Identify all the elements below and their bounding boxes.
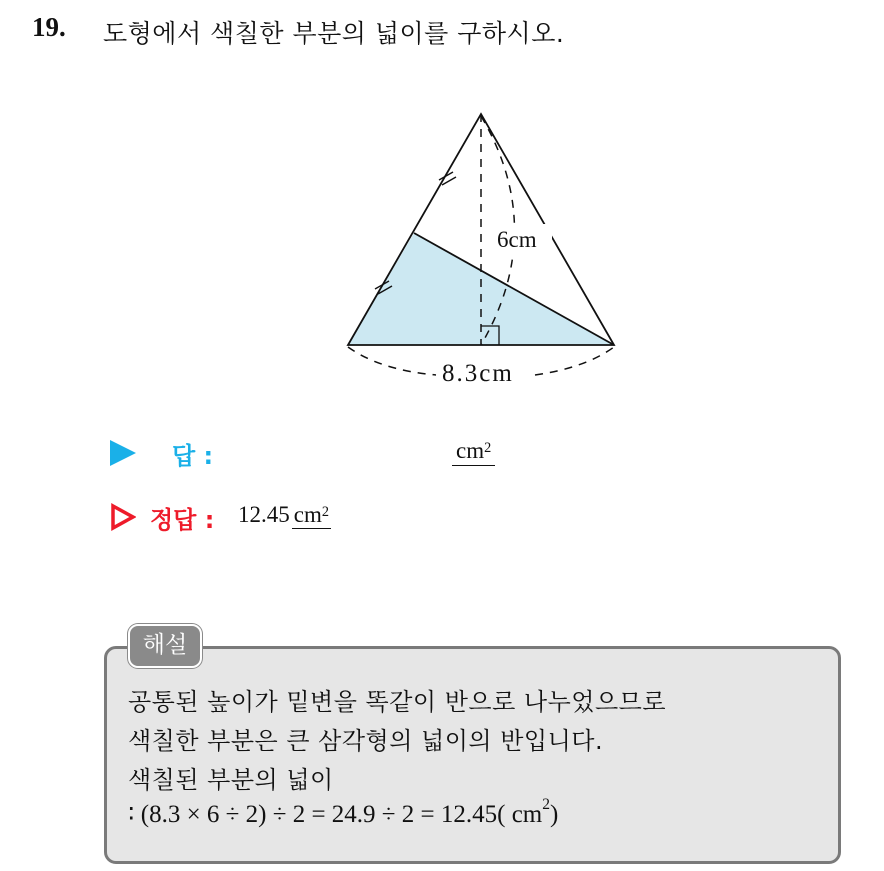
- base-label: 8.3cm: [442, 360, 514, 387]
- explanation-badge: 해설: [128, 624, 202, 668]
- answer-blank[interactable]: [452, 438, 495, 466]
- outline-play-icon: [110, 503, 136, 531]
- formula-text: ∶ (8.3 × 6 ÷ 2) ÷ 2 = 24.9 ÷ 2 = 12.45( cm: [128, 801, 543, 828]
- height-label: 6cm: [497, 227, 537, 252]
- solution-label: 정답 :: [150, 506, 215, 534]
- explanation-formula: [128, 796, 559, 829]
- answer-unit: cm: [456, 438, 485, 463]
- solution-value: 12.45: [238, 502, 290, 527]
- explanation-line-1: 공통된 높이가 밑변을 똑같이 반으로 나누었으므로: [128, 688, 667, 716]
- base-arc-right: [535, 347, 614, 375]
- solution-value-line: [238, 502, 331, 528]
- solution-unit-exponent: 2: [321, 504, 329, 520]
- question-number: 19.: [32, 12, 66, 42]
- formula-close: ): [549, 801, 559, 828]
- formula-exponent: 2: [542, 796, 550, 813]
- explanation-line-2: 색칠한 부분은 큰 삼각형의 넓이의 반입니다.: [128, 727, 604, 755]
- play-icon: [110, 440, 136, 466]
- question-text: 도형에서 색칠한 부분의 넓이를 구하시오.: [103, 19, 565, 48]
- explanation-line-3: 색칠된 부분의 넓이: [128, 766, 334, 794]
- solution-unit-wrap: [292, 502, 331, 529]
- solution-unit: cm: [293, 502, 322, 527]
- base-arc-left: [348, 347, 436, 375]
- triangle-figure: [330, 100, 630, 400]
- answer-label: 답 :: [172, 442, 214, 470]
- answer-unit-exponent: 2: [484, 440, 492, 456]
